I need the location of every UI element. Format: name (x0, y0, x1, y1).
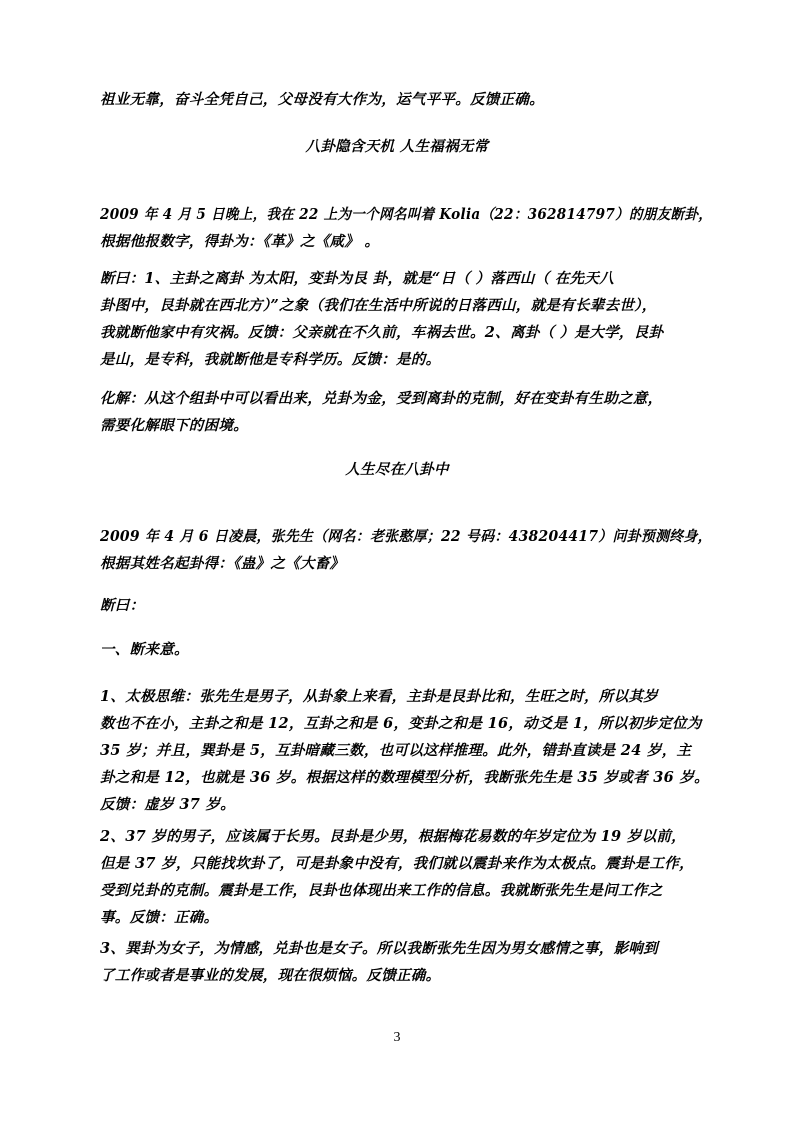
paragraph-age-37 (100, 823, 712, 931)
paragraph-zhang-intro (100, 523, 712, 577)
text-line: 根据他报数字，得卦为：《革》之《咸》 。 (100, 233, 380, 250)
paragraph-resolution (100, 385, 712, 439)
text-line: 3、巽卦为女子，为情感，兑卦也是女子。所以我断张先生因为男女感情之事，影响到 (100, 940, 658, 957)
text-line: 但是 37 岁，只能找坎卦了，可是卦象中没有，我们就以震卦来作为太极点。震卦是工作， (100, 855, 694, 872)
text-line: 卦图中，艮卦就在西北方）”之象（我们在生活中所说的日落西山，就是有长辈去世）， (100, 297, 657, 314)
paragraph-kolia-intro (100, 201, 712, 255)
text-line: 35 岁；并且，巽卦是 5，互卦暗藏三数，也可以这样推理。此外，错卦直读是 24 岁，主 (100, 742, 692, 759)
text-line: 需要化解眼下的困境。 (100, 417, 248, 434)
text-line: 根据其姓名起卦得：《蛊》之《大畜》 (100, 555, 345, 572)
paragraph-ancestry: 祖业无靠，奋斗全凭自己，父母没有大作为，运气平平。反馈正确。 (100, 91, 544, 108)
section-heading-life-bagua: 人生尽在八卦中 (345, 461, 449, 478)
text-line: 受到兑卦的克制。震卦是工作，艮卦也体现出来工作的信息。我就断张先生是问工作之 (100, 882, 663, 899)
paragraph-xun-woman (100, 935, 712, 989)
section-heading-bagua-fortune: 八卦隐含天机 人生福祸无常 (305, 138, 489, 155)
page-number: 3 (393, 1030, 401, 1045)
text-line: 事。反馈：正确。 (100, 909, 219, 926)
text-line: 2、37 岁的男子，应该属于长男。艮卦是少男，根据梅花易数的年岁定位为 19 岁以前， (100, 828, 686, 845)
paragraph-taiji-thinking (100, 683, 712, 818)
text-line: 了工作或者是事业的发展，现在很烦恼。反馈正确。 (100, 967, 441, 984)
paragraph-judgment-label: 断曰： (100, 597, 145, 614)
text-line: 1、太极思维：张先生是男子，从卦象上来看，主卦是艮卦比和，生旺之时，所以其岁 (100, 688, 658, 705)
text-line: 2009 年 4 月 5 日晚上，我在 22 上为一个网名叫着 Kolia（22：362814797）的朋友断卦， (100, 206, 713, 223)
text-line: 反馈：虚岁 37 岁。 (100, 796, 236, 813)
text-line: 是山，是专科，我就断他是专科学历。反馈：是的。 (100, 351, 441, 368)
text-line: 2009 年 4 月 6 日凌晨，张先生（网名：老张憨厚；22 号码：438204417）问卦预测终身， (100, 528, 712, 545)
paragraph-kolia-judgment (100, 265, 712, 373)
text-line: 断曰：1、主卦之离卦 为太阳，变卦为艮 卦，就是“日（ ）落西山（ 在先天八 (100, 270, 615, 287)
paragraph-section-one: 一、断来意。 (100, 641, 189, 658)
text-line: 数也不在小，主卦之和是 12，互卦之和是 6，变卦之和是 16，动爻是 1，所以初步定位为 (100, 715, 702, 732)
text-line: 我就断他家中有灾祸。反馈：父亲就在不久前，车祸去世。2、离卦（ ）是大学，艮卦 (100, 324, 664, 341)
text-line: 化解：从这个组卦中可以看出来，兑卦为金，受到离卦的克制，好在变卦有生助之意， (100, 390, 663, 407)
text-line: 卦之和是 12，也就是 36 岁。根据这样的数理模型分析，我断张先生是 35 岁或者 36 岁。 (100, 769, 709, 786)
